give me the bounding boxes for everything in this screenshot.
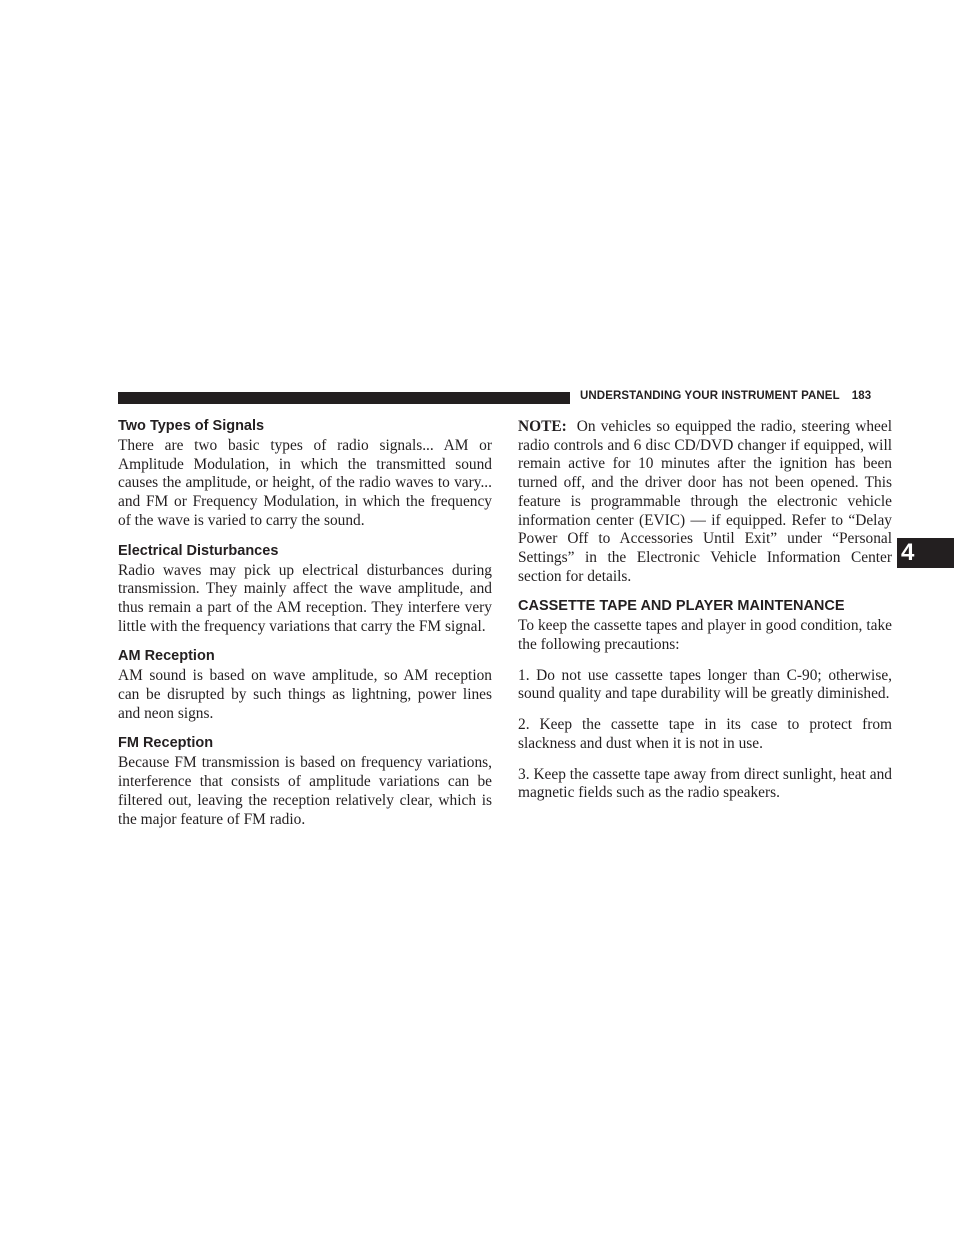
section-body: AM sound is based on wave amplitude, so AM reception can be disrupted by such things as lightning, power lines and neon signs. [118,667,492,722]
section-heading: Two Types of Signals [118,418,265,434]
section-heading: Electrical Disturbances [118,542,279,559]
maintenance-intro: To keep the cassette tapes and player in good condition, take the following precautions: [518,617,892,654]
section-body: Radio waves may pick up electrical disturbances during transmission. They mainly affect the wave amplitude, and thus remain a part of the AM reception. They interfere very little with the frequency variations that carry the FM signal. [118,561,492,635]
header-rule [118,392,570,404]
note-paragraph [518,418,892,586]
right-column [518,418,892,815]
precaution-item: 2. Keep the cassette tape in its case to protect from slackness and dust when it is not in use. [518,716,892,752]
note-text: On vehicles so equipped the radio, steering wheel radio controls and 6 disc CD/DVD changer if equipped, will remain active for 10 minutes after the ignition has been turned off, and the driver door has not been opened. This feature is programmable through the electronic vehicle information center (EVIC) — if equipped. Refer to “Delay Power Off to Accessories Until Exit” under “Personal Settings” in the Electronic Vehicle Information Center section for details. [518,418,892,585]
section-heading: FM Reception [118,735,214,752]
section-heading: AM Reception [118,648,215,665]
page-number: 183 [851,390,872,402]
section-body: There are two basic types of radio signals... AM or Amplitude Modulation, in which the transmitted sound causes the amplitude, or height, of the radio waves to vary... and FM or Frequency Modulation, in which the frequency of the wave is varied to carry the sound. [118,437,492,529]
precaution-item: 3. Keep the cassette tape away from direct sunlight, heat and magnetic fields such as the radio speakers. [518,765,892,802]
maintenance-heading: CASSETTE TAPE AND PLAYER MAINTENANCE [518,598,845,615]
precaution-item: 1. Do not use cassette tapes longer than C-90; otherwise, sound quality and tape durability will be greatly diminished. [518,666,892,703]
header-section-title: UNDERSTANDING YOUR INSTRUMENT PANEL [580,390,840,402]
left-column [118,418,492,841]
note-label: NOTE: [518,418,567,435]
section-body: Because FM transmission is based on frequency variations, interference that consists of amplitude variations can be filtered out, leaving the reception relatively clear, which is the major feature of FM radio. [118,754,492,828]
running-header [580,390,871,402]
chapter-tab: 4 [897,538,954,568]
